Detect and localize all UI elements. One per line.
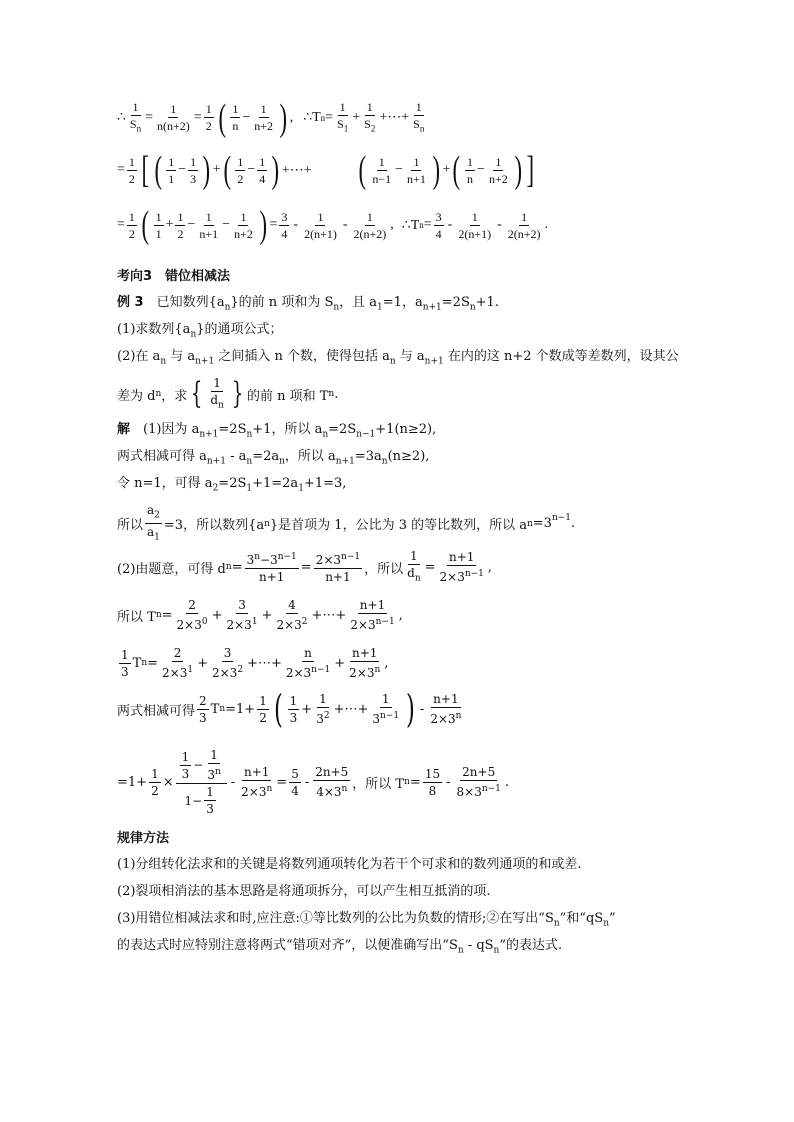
equals: = [269,217,278,232]
formula-line-2 [117,149,537,191]
plus: + [261,607,273,623]
text: (2)由题意，可得 d [117,561,226,577]
fraction: $\frac{n}{2\times 3^{n-1}}$ [285,646,331,680]
plus: + [301,701,313,717]
text: }的通项公式； [196,322,283,337]
fraction: $\frac{1}{2(n+1)}$ [458,209,492,241]
subscript: 1 [298,483,304,494]
text: 与 a [166,349,196,364]
bracket-open: ( [154,149,162,191]
fraction: $\frac{2}{2\times 3^0}$ [176,598,208,632]
bracket-close: ) [202,149,211,191]
fraction: $\frac{n+1}{2\times 3^n}$ [349,646,381,680]
bracket-open: ( [358,149,366,191]
plus: + [352,109,361,125]
subscript: n+1 [199,429,219,440]
plus: + [197,655,208,671]
subscript: n [279,456,285,467]
text: +1=2a [252,476,299,491]
fraction: $\frac{1}{2(n+2)}$ [353,209,387,241]
subscript: n [141,658,148,668]
equals: = [145,109,154,125]
fraction: $\frac{2n+5}{8\times 3^{n-1}}$ [456,765,501,799]
text: ，且 a [339,295,378,310]
minus: - [304,774,310,790]
subscript: n [160,356,167,367]
fraction: $\frac{n+1}{2\times 3^n}$ [241,765,273,799]
ellipsis-plus: +⋯+ [247,655,282,671]
subscript: 2 [212,483,219,494]
bracket-open: ( [141,204,150,246]
ellipsis-plus: +⋯+ [333,701,369,717]
bracket-open: [ [141,149,150,191]
text: =3，所以数列{a [163,518,265,534]
text: =3a [354,449,382,464]
text: }的前 n 项和为 S [230,295,334,310]
fraction: $\frac{5}{4}$ [291,766,299,798]
ellipsis-plus: +⋯+ [379,110,410,126]
text: +1(n≥2), [375,422,437,437]
fraction: $\frac{1}{n-1}$ [372,154,392,186]
fraction: $\frac{2n+5}{4\times 3^n}$ [315,765,349,799]
fraction: $\frac{2}{2\times 3^1}$ [162,646,194,680]
text: =3 [532,516,552,532]
section-heading-3: 考向3 错位相减法 [117,269,231,284]
subscript: n [328,389,335,400]
fraction: $\frac{1}{n+1}$ [407,154,426,186]
subscript: n [224,302,231,313]
text: (1)因为 a [130,422,200,437]
text: 的表达式时应特别注意将两式“错项对齐”，以便准确写出“S [117,938,458,953]
comma: , [384,655,389,671]
section-heading-method: 规律方法 [117,831,170,846]
subscript: n [333,302,340,313]
fraction-1-over-n: $\frac{1}{n}$ [232,102,239,134]
subscript: n [603,918,609,929]
comma: , [390,217,394,232]
text: - qS [463,938,494,953]
fraction: $\frac{1}{2}$ [259,693,267,725]
bracket-open: ( [452,149,461,191]
text: ，所以 T [352,776,405,792]
text: 两式相减可得 [117,703,196,719]
solution-line-5 [117,549,492,585]
minus: - [230,774,236,790]
question-1 [117,321,283,344]
equals: = [193,109,202,125]
fraction: $\frac{1}{n+1}$ [199,209,219,241]
equals: = [147,655,159,671]
equals: = [423,217,432,232]
fraction-1-over-nn2: $\frac{1}{n(n+2)}$ [157,102,190,134]
bracket-close: ] [526,149,535,191]
subscript: 1 [377,302,383,313]
text: =1，a [382,295,423,310]
subscript: n [469,302,476,313]
text: 在内的这 n+2 个数成等差数列，设其公 [443,349,679,364]
formula-line-1 [117,96,428,139]
fraction: $\frac{1}{1}$ [155,209,162,241]
brace-open: { [191,376,203,412]
fraction-1-over-s2: $\frac{1}{S_2}$ [364,100,376,134]
text: ”和“qS [559,911,604,926]
minus: − [178,162,187,177]
fraction-half: $\frac{1}{2}$ [128,154,135,186]
text: =2S [441,295,470,310]
fraction: $\frac{1}{3^2}$ [316,692,330,726]
subscript: n+1 [195,356,215,367]
compound-fraction: $\frac{1}{3}$ − $\frac{1}{3^n}$ 1− $\frac{1}{3}$ [176,748,227,816]
text: ”的表达式. [499,938,563,953]
fraction: $\frac{2\times 3^{n-1}}{n+1}$ [315,552,361,585]
fraction: $\frac{3}{2\times 3^1}$ [226,598,258,632]
fraction: $\frac{1}{3^{n-1}}$ [372,692,400,726]
subscript: n [322,429,329,440]
question-2 [117,348,679,371]
text: (2)在 a [117,349,161,364]
subscript: n [389,356,396,367]
fraction: $\frac{1}{3}$ [289,693,298,725]
fraction-third: $\frac{1}{3}$ [121,647,129,679]
fraction: $\frac{n+1}{2\times 3^{n-1}}$ [350,598,395,632]
therefore-tn: ∴T [303,110,321,126]
fraction-a2-over-a1: $\frac{a_2}{a_1}$ [147,503,160,543]
example-label: 例 3 [117,295,144,310]
bracket-open: ( [223,149,231,191]
minus: − [187,217,196,232]
text: . [571,516,576,532]
subscript: n [246,456,253,467]
solution-line-9 [117,748,509,816]
text: 与 a [395,349,425,364]
subscript: n [155,610,162,620]
text: =2S [218,476,247,491]
text: +1，所以 a [252,422,323,437]
minus: − [477,162,485,177]
bracket-close: ) [259,204,267,246]
subscript: n−1 [356,429,376,440]
subscript: n [155,389,162,400]
solution-line-2 [117,448,429,471]
period: . [504,774,510,790]
subscript: n [225,562,232,573]
subscript: n [320,112,326,123]
fraction-half: $\frac{1}{2}$ [205,102,212,134]
plus: + [212,162,221,177]
text: =2S [328,422,357,437]
bracket-close: ) [432,149,440,191]
fraction: $\frac{1}{1}$ [168,154,175,186]
fraction: $\frac{1}{3}$ [190,154,197,186]
ellipsis-plus: +⋯+ [281,162,312,178]
text: - a [225,449,247,464]
period: . [544,217,549,232]
therefore-symbol: ∴ [117,110,126,126]
plus: + [211,607,223,623]
subscript: n [493,945,500,956]
rule-2: (2)裂项相消法的基本思路是将通项拆分，可以产生相互抵消的项. [117,884,491,899]
fraction-1-over-sn: $\frac{1}{S_n}$ [129,100,142,134]
bracket-open: ( [273,687,283,731]
text: T [210,701,220,717]
solution-line-4 [117,503,575,545]
text: (3)用错位相减法求和时,应注意:①等比数列的公比为负数的情形;②在写出“S [117,911,554,926]
solution-line-6 [117,598,403,632]
bracket-close: ) [279,96,288,139]
equals: = [300,559,312,575]
bracket-close: ) [406,687,415,731]
fraction: $\frac{3^n-3^{n-1}}{n+1}$ [246,552,297,585]
bracket-close: ) [271,149,280,191]
bracket-open: ( [218,96,226,139]
fraction-half: $\frac{1}{2}$ [128,209,135,241]
text: ，求 [161,388,188,404]
text: ，所以 [364,561,404,577]
minus: - [342,217,348,232]
rule-1: (1)分组转化法求和的关键是将数列通项转化为若干个可求和的数列通项的和或差. [117,857,582,872]
rule-3-cont [117,937,562,960]
subscript: n [526,518,533,529]
text: 两式相减可得 a [117,449,207,464]
text: (1)求数列{a [117,322,191,337]
fraction-1-over-n2: $\frac{1}{n+2}$ [254,102,274,134]
question-2-cont [117,376,338,412]
subscript: n+1 [422,302,442,313]
text: =1+ [225,701,256,717]
fraction-1-over-s1: $\frac{1}{S_1}$ [337,100,349,134]
solution-line-7 [117,646,388,680]
text: ” [608,911,616,926]
fraction: $\frac{n+1}{2\times 3^{n-1}}$ [439,550,484,585]
fraction: $\frac{1}{n+2}$ [234,209,253,241]
subscript: n [264,518,270,529]
text: 所以 T [117,609,156,625]
text: ，所以 a [284,449,336,464]
subscript: n [553,918,560,929]
equals: = [231,559,243,575]
fraction-1-over-dn: $\frac{1}{d_n}$ [210,376,224,411]
fraction-1-over-sn-end: $\frac{1}{S_n}$ [413,100,425,134]
brace-close: } [231,376,244,412]
rule-3 [117,910,616,933]
plus: + [334,655,346,671]
text: 差为 d [117,388,156,404]
minus: - [497,217,502,232]
plus: + [442,162,451,177]
therefore-tn: ∴T [401,217,420,233]
text: =2a [252,449,280,464]
minus: - [446,774,451,790]
fraction: $\frac{2}{3}$ [199,693,207,725]
text: 的前 n 项和 T [246,388,329,404]
fraction: $\frac{4}{2\times 3^2}$ [276,598,308,632]
subscript: n [381,456,388,467]
fraction: $\frac{n+1}{2\times 3^n}$ [430,692,462,726]
text: 令 n=1，可得 a [117,476,213,491]
subscript: n [404,777,410,787]
text: }是首项为 1，公比为 3 的等比数列，所以 a [269,518,527,534]
comma: , [487,559,493,575]
solution-line-1 [117,421,436,444]
minus: − [242,109,251,125]
subscript: 1 [246,483,253,494]
subscript: n [246,429,253,440]
solution-line-8 [117,687,465,731]
minus: - [419,701,425,717]
superscript: n−1 [551,512,572,523]
subscript: n [219,704,226,714]
fraction: $\frac{1}{4}$ [259,154,266,186]
fraction: $\frac{3}{2\times 3^2}$ [211,646,244,680]
plus: + [165,217,174,232]
subscript: n [419,220,424,230]
fraction: $\frac{3}{4}$ [281,209,288,241]
fraction: $\frac{3}{4}$ [435,209,442,241]
equals: = [276,774,288,790]
equals: = [117,162,125,177]
equals: = [161,607,173,623]
text: T [132,655,142,671]
fraction: $\frac{1}{2}$ [151,766,159,798]
text: . [334,386,339,402]
fraction: $\frac{1}{n+2}$ [488,154,508,186]
comma: , [289,109,294,125]
text: 之间插入 n 个数，使得包括 a [214,349,390,364]
minus: − [247,162,256,177]
minus: - [293,217,299,232]
text: (n≥2), [387,449,430,464]
equals: = [424,559,436,575]
fraction: $\frac{1}{2}$ [237,154,244,186]
formula-line-3 [117,204,549,246]
minus: − [222,217,231,232]
subscript: n [190,329,197,340]
equals: = [325,109,334,125]
fraction: $\frac{1}{2(n+2)}$ [507,209,541,241]
example-statement [117,294,499,317]
fraction: $\frac{1}{n}$ [467,154,474,186]
comma: , [398,607,403,623]
subscript: n [457,945,464,956]
equals: = [409,774,421,790]
solution-line-3 [117,475,346,498]
subscript: n+1 [424,356,444,367]
equals: = [117,217,125,232]
fraction: $\frac{15}{8}$ [424,766,441,798]
bracket-close: ) [514,149,522,191]
text: +1=3, [303,476,347,491]
times: × [162,774,174,790]
subscript: n+1 [206,456,226,467]
text: +1. [475,295,499,310]
fraction: $\frac{1}{2(n+1)}$ [304,209,337,241]
fraction: $\frac{1}{d_n}$ [407,549,421,584]
fraction: $\frac{1}{2}$ [177,209,184,241]
text: 所以 [117,518,144,534]
text: 已知数列{a [143,295,225,310]
ellipsis-plus: +⋯+ [311,607,347,623]
text: =2S [218,422,247,437]
minus: - [447,217,453,232]
subscript: n+1 [335,456,355,467]
minus: − [395,162,404,177]
solution-label: 解 [117,422,131,437]
text: =1+ [117,774,148,790]
